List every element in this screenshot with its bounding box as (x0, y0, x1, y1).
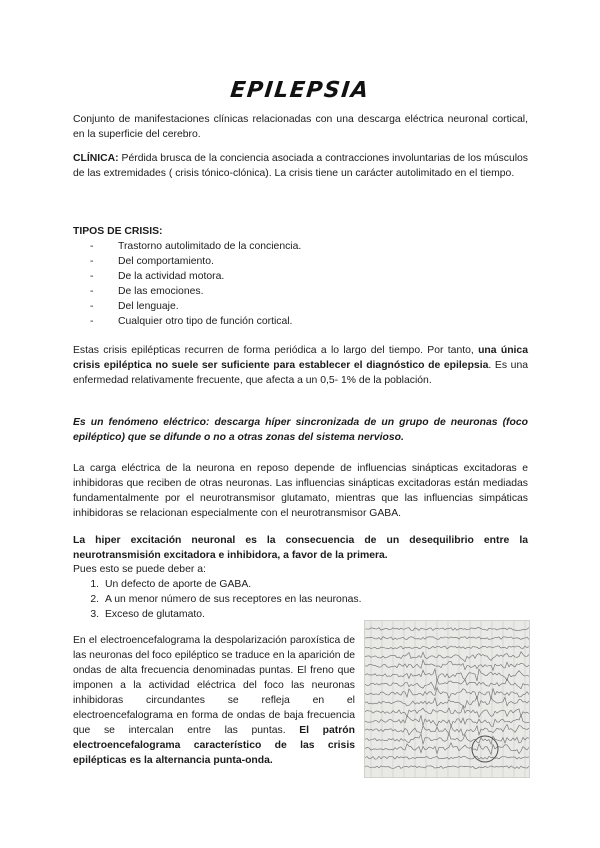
list-item: 2. A un menor número de sus receptores en las neuronas. (90, 594, 362, 605)
hiper-bold-paragraph: La hiper excitación neuronal es la consecuencia de un desequilibrio entre la neurotransmisión excitadora e inhibidora, a favor de la primera. (73, 535, 528, 561)
clinica-text: Pérdida brusca de la conciencia asociada a contracciones involuntarias de los músculos de las extremidades ( crisis tónico-clónica). La crisis tiene un carácter autolimitado en el tiempo. (73, 153, 529, 179)
eeg-trace (365, 715, 529, 726)
causes-list (73, 577, 361, 622)
list-item: - Cualquier otro tipo de función cortical. (90, 316, 293, 327)
eeg-trace (365, 706, 529, 717)
eeg-trace (365, 766, 529, 769)
clinica-label: CLÍNICA: (73, 153, 119, 164)
clinica-paragraph (73, 151, 528, 181)
recurrence-paragraph: Estas crisis epilépticas recurren de forma periódica a lo largo del tiempo. Por tanto, una única crisis epiléptica no suele ser suficiente para establecer el diagnóstico de epilepsia. Es una enfermedad relativamente frecuente, que afecta a un 0,5- 1% de la población. (73, 345, 528, 386)
list-item: 1. Un defecto de aporte de GABA. (90, 579, 252, 590)
eeg-traces (365, 621, 529, 777)
page-title: EPILEPSIA (229, 78, 371, 103)
eeg-trace (365, 646, 529, 649)
eeg-trace (365, 660, 529, 670)
eeg-bold: El patrón electroencefalograma característico de las crisis epilépticas es la alternancia punta-onda. (73, 725, 355, 766)
eeg-trace (365, 679, 529, 690)
list-item: 3. Exceso de glutamato. (90, 609, 205, 620)
eeg-trace (365, 756, 529, 759)
eeg-paragraph: En el electroencefalograma la despolarización paroxística de las neuronas del foco epiléptico se traduce en la aparición de ondas de alta frecuencia denominadas puntas. El freno que imponen a la actividad eléctrica del foco las neuronas inhibidoras circundantes se refleja en el electroencefalograma en forma de ondas de baja frecuencia que se intercalan entre las puntas. El patrón electroencefalograma característico de las crisis epilépticas es la alternancia punta-onda. (73, 635, 355, 766)
eeg-trace (365, 652, 529, 662)
tipos-heading: TIPOS DE CRISIS: (73, 226, 163, 237)
eeg-trace (365, 724, 529, 735)
carga-paragraph: La carga eléctrica de la neurona en reposo depende de influencias sinápticas excitadoras e inhibidoras que reciben de otras neuronas. Las influencias sinápticas excitadoras están mediadas fundamentalmente por el neurotransmisor glutamato, mientras que las influencias simpáticas inhibidoras se relacionan especialmente con el neurotransmisor GABA. (73, 463, 528, 519)
eeg-trace (365, 697, 529, 708)
eeg-trace (365, 743, 529, 755)
eeg-circle-annotation (472, 736, 498, 762)
list-item: - De la actividad motora. (90, 271, 225, 282)
fenomeno-paragraph: Es un fenómeno eléctrico: descarga híper sincronizada de un grupo de neuronas (foco epiléptico) que se difunde o no a otras zonas del sistema nervioso. (73, 417, 528, 443)
eeg-trace (365, 687, 529, 699)
eeg-trace (365, 628, 529, 631)
recurrence-bold: una única crisis epiléptica no suele ser suficiente para establecer el diagnóstico de epilepsia (73, 345, 528, 371)
intro-paragraph: Conjunto de manifestaciones clínicas relacionadas con una descarga eléctrica neuronal cortical, en la superficie del cerebro. (73, 114, 528, 140)
list-item: - Del lenguaje. (90, 301, 179, 312)
list-item: - Del comportamiento. (90, 256, 214, 267)
list-item: - De las emociones. (90, 286, 204, 297)
eeg-recording-image (364, 620, 530, 778)
eeg-trace (365, 637, 529, 640)
list-item: - Trastorno autolimitado de la conciencia. (90, 241, 302, 252)
eeg-trace (365, 733, 529, 744)
tipos-list (90, 239, 301, 329)
hiper-lead: Pues esto se puede deber a: (73, 564, 206, 575)
eeg-trace (365, 669, 529, 681)
